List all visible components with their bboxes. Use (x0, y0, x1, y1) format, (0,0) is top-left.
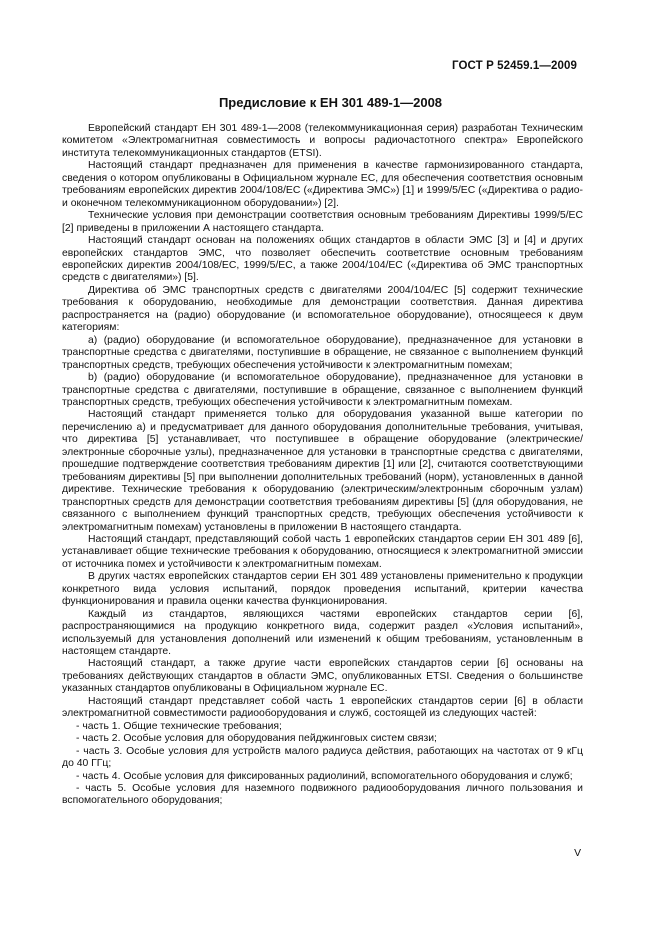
part-list-item: - часть 3. Особые условия для устройств малого радиуса действия, работающих на частотах от 9 кГц до 40 ГГц; (62, 745, 583, 770)
paragraph: Настоящий стандарт основан на положениях общих стандартов в области ЭМС [3] и [4] и других европейских стандартов ЭМС, что позволяет обеспечить соответствие основным требованиям европейских директив 2004/108/ЕС, 1999/5/ЕС, а также 2004/104/ЕС («Директива об ЭМС транспортных средств с двигателями») [5]. (62, 235, 583, 284)
paragraph: Каждый из стандартов, являющихся частями европейских стандартов серии [6], распространяющимися на продукцию конкретного вида, содержит раздел «Условия испытаний», используемый для установления дополнений или изменений к общим требованиям, установленным в настоящем стандарте. (62, 608, 583, 658)
page-number: V (574, 848, 581, 859)
part-list-item: - часть 4. Особые условия для фиксированных радиолиний, вспомогательного оборудования и служб; (76, 770, 573, 782)
document-body (62, 123, 583, 808)
list-item: a) (радио) оборудование (и вспомогательное оборудование), предназначенное для установки в транспортные средства с двигателями, поступившие в обращение, не связанное с выполнением функций транспортных средств, требующих обеспечения устойчивости к электромагнитным помехам; (62, 334, 583, 371)
paragraph: Европейский стандарт ЕН 301 489-1—2008 (телекоммуникационная серия) разработан Техническим комитетом «Электромагнитная совместимость и вопросы радиочастотного спектра» Европейского института телекоммуникационных стандартов (ETSI). (62, 123, 583, 159)
page-title: Предисловие к ЕН 301 489-1—2008 (218, 95, 443, 110)
paragraph: Технические условия при демонстрации соответствия основным требованиям Директивы 1999/5/ЕС [2] приведены в приложении А настоящего стандарта. (62, 210, 583, 234)
part-list-item: - часть 1. Общие технические требования; (76, 720, 282, 732)
paragraph: В других частях европейских стандартов серии ЕН 301 489 установлены применительно к продукции конкретного вида условия испытаний, порядок проведения испытаний, критерии качества функционирования и правила оценки качества функционирования. (62, 571, 583, 608)
paragraph: Директива об ЭМС транспортных средств с двигателями 2004/104/ЕС [5] содержит технические требования к оборудованию, необходимые для демонстрации соответствия. Данная директива распространяется на (радио) оборудование (и вспомогательное оборудование), относящееся к двум категориям: (62, 284, 583, 334)
part-list-item: - часть 5. Особые условия для наземного подвижного радиооборудования личного пользования и вспомогательного оборудования; (62, 783, 583, 807)
part-list-item: - часть 2. Особые условия для оборудования пейджинговых систем связи; (76, 733, 437, 745)
paragraph: Настоящий стандарт представляет собой часть 1 европейских стандартов серии [6] в области электромагнитной совместимости радиооборудования и служб, состоящей из следующих частей: (62, 695, 583, 720)
document-code: ГОСТ Р 52459.1—2009 (452, 60, 577, 72)
paragraph: Настоящий стандарт применяется только для оборудования указанной выше категории по перечислению а) и предусматривает для данного оборудования дополнительные требования, учитывая, что директива [5] устанавливает, что поступившее в обращение оборудование (электрические/электронные сборочные узлы), предназначенное для установки в транспортные средства с двигателями, прошедшие подтверждение соответствия требованиям директив [1] или [2], считаются соответствующими требованиям директивы [5] при выполнении дополнительных требований (норм), установленных в данной директиве. Технические требования к оборудованию (электрическим/электронным сборочным узлам) транспортных средств для демонстрации соответствия требованиям директивы [5] (для оборудования, не связанного с выполнением функций транспортных средств, требующих обеспечения устойчивости к электромагнитным помехам) установлены в приложении В настоящего стандарта. (62, 409, 583, 533)
paragraph: Настоящий стандарт, представляющий собой часть 1 европейских стандартов серии ЕН 301 489 [6], устанавливает общие технические требования к оборудованию, относящиеся к электромагнитной эмиссии от источника помех и устойчивости к электромагнитным помехам. (62, 533, 583, 570)
list-item: b) (радио) оборудование (и вспомогательное оборудование), предназначенное для установки в транспортные средства с двигателями, поступившие в обращение, связанное с выполнением функций транспортных средств, требующих обеспечения устойчивости к электромагнитным помехам. (62, 372, 583, 408)
paragraph: Настоящий стандарт предназначен для применения в качестве гармонизированного стандарта, сведения о котором опубликованы в Официальном журнале ЕС, для обеспечения соответствия основным требованиям европейских директив 2004/108/ЕС («Директива ЭМС») [1] и 1999/5/ЕС («Директива о радио- и оконечном телекоммуникационном оборудовании») [2]. (62, 160, 583, 209)
paragraph: Настоящий стандарт, а также другие части европейских стандартов серии [6] основаны на требованиях действующих стандартов в области ЭМС, опубликованных ETSI. Сведения о большинстве указанных стандартов опубликованы в Официальном журнале ЕС. (62, 658, 583, 695)
